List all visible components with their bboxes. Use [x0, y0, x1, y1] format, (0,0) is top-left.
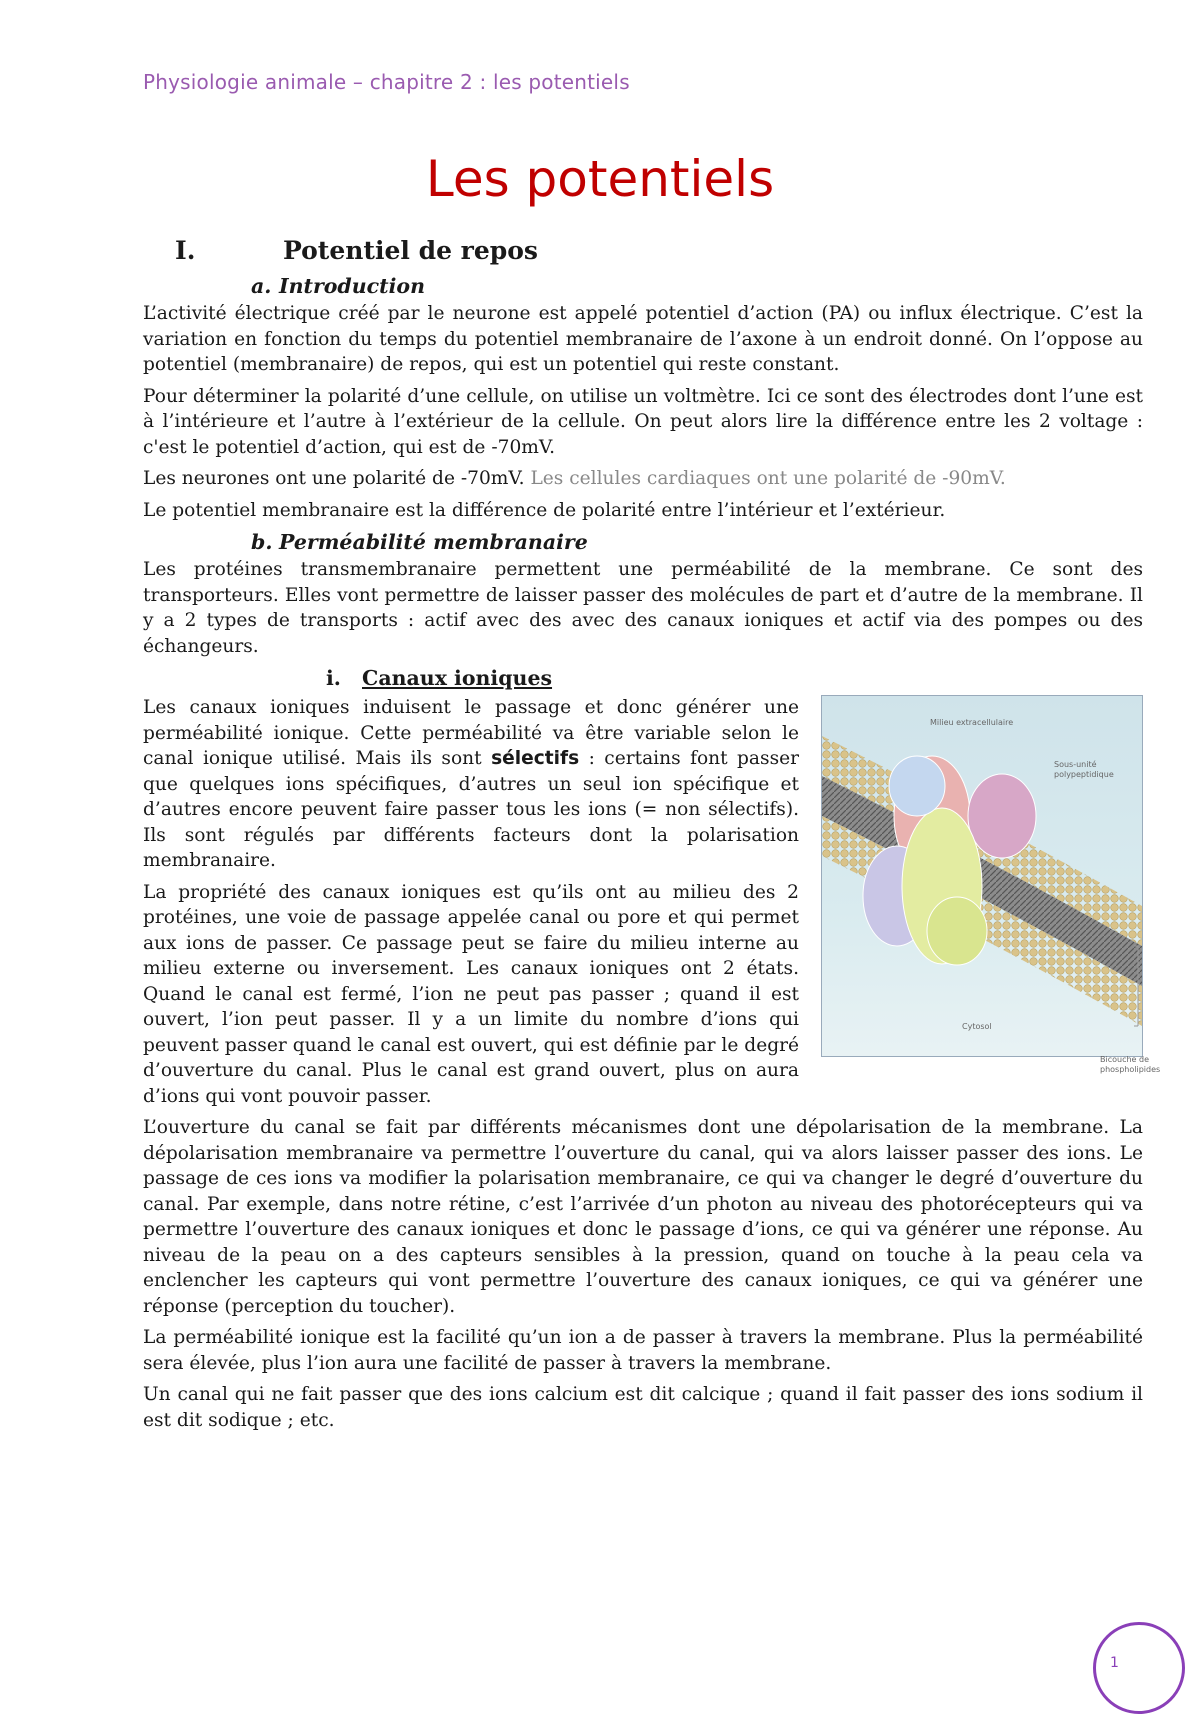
figure-label-bilayer: Bicouche de phospholipides — [1100, 1055, 1161, 1074]
neuron-polarity-text: Les neurones ont une polarité de -70mV. — [143, 468, 525, 489]
subsection-number: i. — [326, 666, 341, 690]
text-run: : certains font passer que quelques ions spécifiques, d’autres un seul ion spécifique et d’autres encore peuvent faire passer tous les ions (= non sélectifs). Ils sont régulés par différents facteurs dont la polarisation membranaire. — [143, 748, 799, 871]
page-number-badge — [1093, 1622, 1185, 1714]
subsection-number: a. — [251, 274, 272, 298]
running-header: Physiologie animale – chapitre 2 : les potentiels — [143, 70, 630, 94]
page-number: 1 — [1110, 1655, 1119, 1671]
paragraph — [143, 466, 1143, 492]
figure-text-block — [143, 695, 1143, 1109]
paragraph: Le potentiel membranaire est la différence de polarité entre l’intérieur et l’extérieur. — [143, 499, 946, 521]
ion-channel-illustration — [822, 696, 1142, 1056]
cardiac-polarity-text: Les cellules cardiaques ont une polarité de -90mV. — [524, 468, 1006, 489]
subsection-heading-b — [251, 529, 1143, 555]
subsection-heading-i — [326, 665, 1143, 691]
subsection-heading-a — [251, 273, 1143, 299]
page-title: Les potentiels — [425, 150, 775, 208]
subsection-number: b. — [251, 530, 273, 554]
subsection-label: Perméabilité membranaire — [279, 530, 588, 554]
subsection-label: Canaux ioniques — [362, 666, 553, 690]
section-label: Potentiel de repos — [283, 236, 538, 265]
paragraph: L’activité électrique créé par le neurone est appelé potentiel d’action (PA) ou influx électrique. C’est la variation en fonction du temps du potentiel membranaire de l’axone à un endroit donné. On l’oppose au potentiel (membranaire) de repos, qui est un potentiel qui reste constant. — [143, 303, 1143, 375]
paragraph: L’ouverture du canal se fait par différents mécanismes dont une dépolarisation de la membrane. La dépolarisation membranaire va permettre l’ouverture du canal, qui va alors laisser passer des ions. Le passage de ces ions va modifier la polarisation membranaire, ce qui va changer le degré d’ouverture du canal. Par exemple, dans notre rétine, c’est l’arrivée d’un photon au niveau des photorécepteurs qui va permettre l’ouverture des canaux ioniques et donc le passage d’ions, ce qui va générer une réponse. Au niveau de la peau on a des capteurs sensibles à la pression, quand on touche à la peau cela va enclencher les capteurs qui vont permettre l’ouverture des canaux ioniques, ce qui va générer une réponse (perception du toucher). — [143, 1117, 1143, 1317]
subsection-label: Introduction — [279, 274, 425, 298]
selective-emphasis: sélectifs — [491, 748, 580, 769]
figure-label-extracellular: Milieu extracellulaire — [930, 718, 1014, 727]
section-number: I. — [175, 236, 196, 265]
section-heading-1 — [143, 235, 1143, 267]
ion-channel-figure — [821, 695, 1143, 1057]
text-run: Les canaux ioniques induisent le passage et donc générer une perméabilité ionique. Cette perméabilité va être variable selon le canal ionique utilisé. Mais ils sont — [143, 697, 799, 769]
document-body — [143, 235, 1143, 1439]
paragraph: La perméabilité ionique est la facilité qu’un ion a de passer à travers la membrane. Plus la perméabilité sera élevée, plus l’ion aura une facilité de passer à travers la membrane. — [143, 1327, 1143, 1374]
paragraph: Les protéines transmembranaire permettent une perméabilité de la membrane. Ce sont des transporteurs. Elles vont permettre de laisser passer des molécules de part et d’autre de la membrane. Il y a 2 types de transports : actif avec des avec des canaux ioniques et actif via des pompes ou des échangeurs. — [143, 559, 1143, 657]
paragraph: La propriété des canaux ioniques est qu’ils ont au milieu des 2 protéines, une voie de passage appelée canal ou pore et qui permet aux ions de passer. Ce passage peut se faire du milieu interne au milieu externe ou inversement. Les canaux ioniques ont 2 états. Quand le canal est fermé, l’ion ne peut pas passer ; quand il est ouvert, l’ion peut passer. Il y a un limite du nombre d’ions qui peuvent passer quand le canal est ouvert, qui est définie par le degré d’ouverture du canal. Plus le canal est grand ouvert, plus on aura d’ions qui vont pouvoir passer. — [143, 881, 799, 1107]
figure-label-cytosol: Cytosol — [962, 1022, 992, 1031]
figure-label-subunit: Sous-unité polypeptidique — [1054, 760, 1114, 779]
paragraph: Pour déterminer la polarité d’une cellule, on utilise un voltmètre. Ici ce sont des électrodes dont l’une est à l’intérieure et l’autre à l’extérieur de la cellule. On peut alors lire la différence entre les 2 voltage : c'est le potentiel d’action, qui est de -70mV. — [143, 385, 1143, 458]
paragraph: Un canal qui ne fait passer que des ions calcium est dit calcique ; quand il fait passer des ions sodium il est dit sodique ; etc. — [143, 1384, 1143, 1431]
